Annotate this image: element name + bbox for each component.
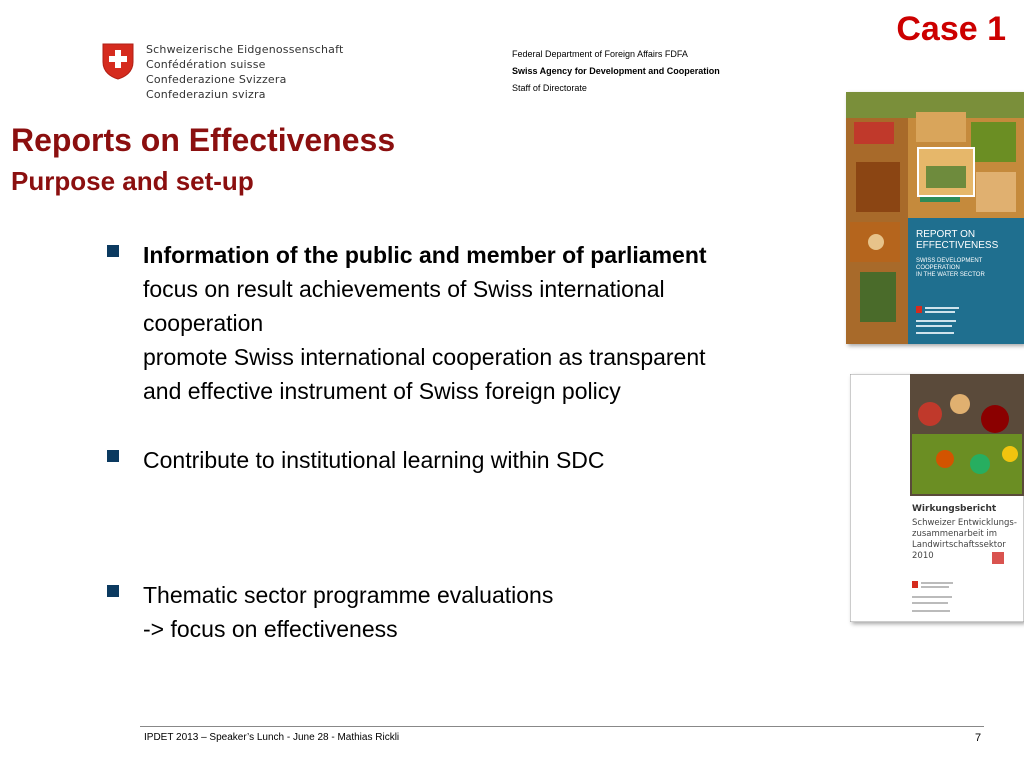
cover2-sub-line: Landwirtschaftssektor bbox=[912, 540, 1006, 550]
bullet-line: Thematic sector programme evaluations bbox=[143, 582, 554, 608]
bullet-text bbox=[143, 578, 853, 646]
swiss-flag-logo bbox=[101, 42, 135, 80]
footer-text: IPDET 2013 – Speaker’s Lunch - June 28 - Mathias Rickli bbox=[144, 732, 400, 743]
report-cover-water bbox=[846, 92, 1024, 344]
bullet-heading: Information of the public and member of parliament bbox=[143, 242, 707, 268]
agency-line: Swiss Agency for Development and Cooperation bbox=[512, 66, 720, 76]
cover1-title-line: REPORT ON bbox=[916, 229, 976, 240]
bullet-line: Contribute to institutional learning within SDC bbox=[143, 447, 605, 473]
cover2-sub-line: 2010 bbox=[912, 551, 934, 561]
bullet-line: promote Swiss international cooperation as transparent bbox=[143, 344, 706, 370]
department-block bbox=[512, 46, 720, 97]
slide-title: Reports on Effectiveness bbox=[11, 122, 396, 158]
confed-name-rm: Confederaziun svizra bbox=[146, 88, 266, 101]
confed-name-fr: Confédération suisse bbox=[146, 58, 266, 71]
report-cover-agriculture bbox=[850, 374, 1024, 622]
department-line: Federal Department of Foreign Affairs FDFA bbox=[512, 49, 688, 59]
bullet-line: and effective instrument of Swiss foreign policy bbox=[143, 378, 621, 404]
bullet-square-icon bbox=[107, 450, 119, 462]
cover2-sub-line: Schweizer Entwicklungs- bbox=[912, 518, 1017, 528]
slide-subtitle: Purpose and set-up bbox=[11, 166, 254, 196]
bullet-square-icon bbox=[107, 585, 119, 597]
page-number: 7 bbox=[975, 732, 982, 744]
cover1-sub-line: SWISS DEVELOPMENT bbox=[916, 258, 983, 264]
case-label: Case 1 bbox=[896, 10, 1006, 48]
confed-name-de: Schweizerische Eidgenossenschaft bbox=[146, 43, 344, 56]
staff-line: Staff of Directorate bbox=[512, 83, 587, 93]
bullet-text bbox=[143, 443, 853, 477]
cover1-title-line: EFFECTIVENESS bbox=[916, 240, 999, 251]
bullet-line: cooperation bbox=[143, 310, 264, 336]
cover2-sub-line: zusammenarbeit im bbox=[912, 529, 998, 539]
confederation-names bbox=[146, 42, 343, 102]
cover2-title: Wirkungsbericht bbox=[912, 504, 997, 514]
cover1-sub-line: IN THE WATER SECTOR bbox=[916, 272, 985, 278]
bullet-line: -> focus on effectiveness bbox=[143, 616, 398, 642]
footer-divider bbox=[140, 726, 984, 727]
bullet-line: focus on result achievements of Swiss international bbox=[143, 276, 665, 302]
cover1-sub-line: COOPERATION bbox=[916, 265, 960, 271]
bullet-square-icon bbox=[107, 245, 119, 257]
confed-name-it: Confederazione Svizzera bbox=[146, 73, 287, 86]
bullet-text bbox=[143, 238, 853, 408]
